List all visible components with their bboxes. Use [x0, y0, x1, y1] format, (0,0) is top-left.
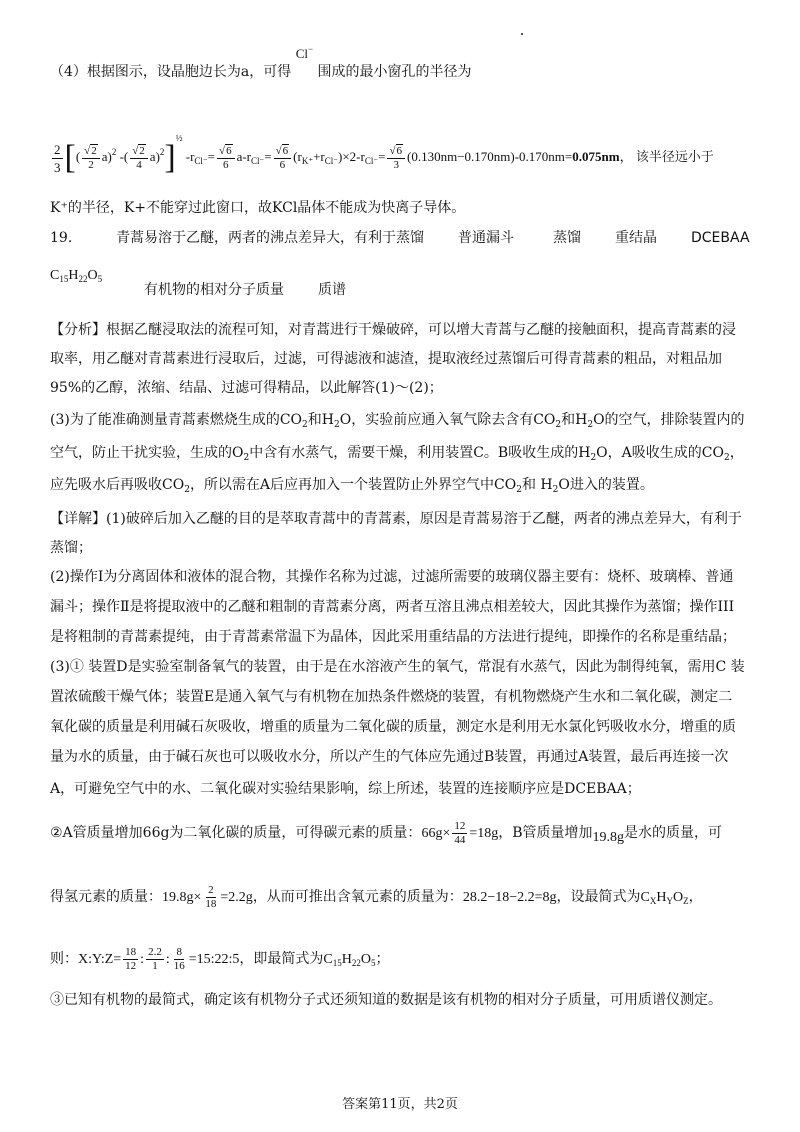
scan-dot: [521, 33, 523, 35]
detail-line: 量为水的质量，由于碱石灰也可以吸收水分，所以产生的气体应先通过B装置，再通过A装置，最后再连接一次: [50, 749, 729, 765]
q18-part4-prefix: （4）根据图示，设晶胞边长为a，可得: [50, 64, 292, 80]
detail-line: (2)操作Ⅰ为分离固体和液体的混合物，其操作名称为过滤，过滤所需要的玻璃仪器主要有：烧杯、玻璃棒、普通: [50, 569, 734, 585]
q19-answer-8: 质谱: [318, 282, 346, 298]
q18-part4-line: [50, 44, 472, 82]
q19-answer-7: 有机物的相对分子质量: [144, 282, 284, 298]
formula-tail: 该半径远小于: [635, 150, 714, 165]
detail-line: (3)① 装置D是实验室制备氧气的装置，由于是在水溶液产生的氧气，常混有水蒸气，因此为制得纯氧，需用C 装: [50, 659, 745, 675]
page-footer: 答案第11页，共2页: [342, 1097, 458, 1112]
detail-line: 漏斗；操作Ⅱ是将提取液中的乙醚和粗制的青蒿素分离，两者互溶且沸点相差较大，因此其操作为蒸馏；操作III: [50, 599, 735, 615]
q19-answer-1: 青蒿易溶于乙醚，两者的沸点差异大，有利于蒸馏: [116, 230, 424, 246]
analysis-3-line-2: 空气，防止干扰实验，生成的$O_2$中含有水蒸气，需要干燥，利用装置C。B吸收生成的$H_2O$，A吸收生成的$CO_2$，: [50, 445, 744, 463]
chloride-ion: Cl−: [295, 44, 314, 61]
analysis-line: 取率，用乙醚对青蒿素进行浸取后，过滤，可得滤液和滤渣，提取液经过蒸馏后可得青蒿素的粗品，对粗品加: [50, 351, 722, 367]
analysis-line: 【分析】根据乙醚浸取法的流程可知，对青蒿进行干燥破碎，可以增大青蒿与乙醚的接触面积，提高青蒿素的浸: [50, 322, 736, 338]
detail-line: 氧化碳的质量是利用碱石灰吸收，增重的质量为二氧化碳的质量，测定水是利用无水氯化钙吸收水分，增重的质: [50, 719, 736, 735]
q19-answer-4: 重结晶: [615, 230, 657, 246]
step2-line-3: 则：X:Y:Z= $\frac{18}{12}$ : $\frac{2.2}{1}$ : $\frac{8}{16}$ =15:22:5，即最简式为$C_{15}H_{22}O_5$；: [50, 946, 390, 973]
frac-2-3: $\frac{2}{3}$: [54, 141, 61, 175]
radius-formula: $\frac{2}{3}$ [( $\frac{√2}{2}$ a)$^2$ -( $\frac{√2}{4}$ a)$^2$]$^{\frac{1}{2}}$ $-r_{Cl^-}=$ $\frac{√6}{6}$ $a-r_{Cl^-}=$ $\frac{√6}{6}$ $(r_{K^+}+r_{Cl^-})\times 2-r_{Cl^-}=$ $\frac{√6}{3}$ (0.130nm−0.170nm)-0.170nm=0.075nm， 该半径远小于: [54, 133, 714, 177]
q19-answer-2: 普通漏斗: [458, 230, 514, 246]
step3-line: ③已知有机物的最简式，确定该有机物分子式还须知道的数据是该有机物的相对分子质量，可用质谱仪测定。: [50, 992, 722, 1008]
b-mass: 19.8g: [592, 830, 625, 845]
detail-line: A，可避免空气中的水、二氧化碳对实验结果影响，综上所述，装置的连接顺序应是DCEBAA；: [50, 781, 641, 797]
analysis-3-line-1: (3)为了能准确测量青蒿素燃烧生成的$CO_2$和$H_2O$，实验前应通入氧气除去含有$CO_2$和$H_2O$的空气，排除装置内的: [50, 412, 745, 430]
step2-line-1: ②A管质量增加66g为二氧化碳的质量，可得碳元素的质量：66g× $\frac{12}{44}$ =18g，B管质量增加19.8g是水的质量，可: [50, 820, 723, 847]
analysis-line: 95%的乙醇，浓缩、结晶、过滤可得精品，以此解答(1)～(2)；: [50, 380, 443, 396]
conclusion-line: K⁺的半径，K+不能穿过此窗口，故KCl晶体不能成为快离子导体。: [50, 200, 466, 216]
step2-line-2: 得氢元素的质量：19.8g× $\frac{2}{18}$ =2.2g，从而可推出含氧元素的质量为：28.2−18−2.2=8g，设最简式为$C_XH_YO_Z$，: [50, 884, 703, 911]
q19-answer-3: 蒸馏: [553, 230, 581, 246]
result-value: 0.075nm: [572, 149, 620, 164]
detail-line: 置浓硫酸干燥气体；装置E是通入氧气与有机物在加热条件燃烧的装置，有机物燃烧产生水和二氧化碳，测定二: [50, 689, 733, 705]
q19-number: 19.: [50, 230, 73, 246]
analysis-3-line-3: 应先吸水后再吸收$CO_2$，所以需在A后应再加入一个装置防止外界空气中$CO_2$和 $H_2O$进入的装置。: [50, 477, 654, 495]
q19-answer-5: DCEBAA: [691, 230, 750, 246]
q19-answer-row-2: [50, 268, 750, 302]
detail-line: 蒸馏；: [50, 540, 92, 556]
q19-answer-6: $C_{15}H_{22}O_5$: [50, 268, 103, 284]
detail-line: 是将粗制的青蒿素提纯，由于青蒿素常温下为晶体，因此采用重结晶的方法进行提纯，即操作的名称是重结晶；: [50, 629, 736, 645]
q18-part4-suffix: 围成的最小窗孔的半径为: [317, 64, 472, 80]
detail-line: 【详解】(1)破碎后加入乙醚的目的是萃取青蒿中的青蒿素，原因是青蒿易溶于乙醚，两者的沸点差异大，有利于: [50, 511, 742, 527]
